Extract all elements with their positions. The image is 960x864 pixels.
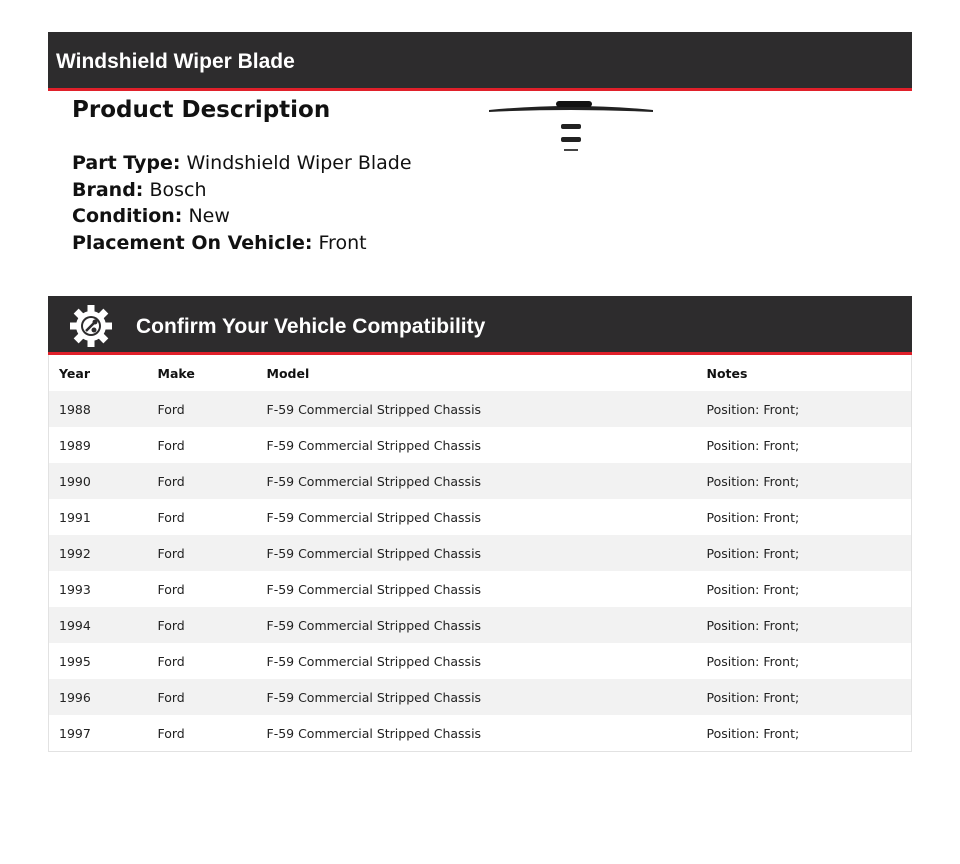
table-row xyxy=(49,679,912,715)
product-description-heading: Product Description xyxy=(72,97,331,123)
cell-make: Ford xyxy=(157,401,185,417)
compatibility-bar xyxy=(48,296,912,355)
cell-model: F-59 Commercial Stripped Chassis xyxy=(266,689,482,705)
cell-make: Ford xyxy=(157,473,185,489)
cell-make: Ford xyxy=(157,689,185,705)
table-row xyxy=(49,571,912,607)
cell-year: 1996 xyxy=(59,689,91,705)
cell-make: Ford xyxy=(157,509,185,525)
gear-wrench-icon xyxy=(70,305,112,347)
column-header-year: Year xyxy=(59,365,90,381)
spec-placement: Placement On Vehicle: Front xyxy=(72,231,367,254)
cell-notes: Position: Front; xyxy=(706,653,800,669)
wiper-blade-image xyxy=(486,96,656,156)
cell-notes: Position: Front; xyxy=(706,509,800,525)
table-row xyxy=(49,427,912,463)
cell-year: 1993 xyxy=(59,581,91,597)
compatibility-table xyxy=(48,355,912,752)
product-title: Windshield Wiper Blade xyxy=(56,50,295,73)
cell-notes: Position: Front; xyxy=(706,617,800,633)
cell-make: Ford xyxy=(157,725,185,741)
cell-make: Ford xyxy=(157,581,185,597)
table-header-row xyxy=(49,355,912,391)
table-row xyxy=(49,715,912,752)
cell-model: F-59 Commercial Stripped Chassis xyxy=(266,473,482,489)
cell-make: Ford xyxy=(157,653,185,669)
cell-model: F-59 Commercial Stripped Chassis xyxy=(266,545,482,561)
cell-model: F-59 Commercial Stripped Chassis xyxy=(266,401,482,417)
cell-model: F-59 Commercial Stripped Chassis xyxy=(266,653,482,669)
table-row xyxy=(49,391,912,427)
cell-notes: Position: Front; xyxy=(706,581,800,597)
spec-part-type: Part Type: Windshield Wiper Blade xyxy=(72,152,412,174)
column-header-model: Model xyxy=(266,365,310,381)
cell-model: F-59 Commercial Stripped Chassis xyxy=(266,509,482,525)
cell-year: 1994 xyxy=(59,617,91,633)
cell-year: 1991 xyxy=(59,509,91,525)
cell-model: F-59 Commercial Stripped Chassis xyxy=(266,617,482,633)
cell-model: F-59 Commercial Stripped Chassis xyxy=(266,437,482,453)
cell-model: F-59 Commercial Stripped Chassis xyxy=(266,581,482,597)
cell-notes: Position: Front; xyxy=(706,401,800,417)
cell-year: 1992 xyxy=(59,545,91,561)
cell-notes: Position: Front; xyxy=(706,725,800,741)
spec-list xyxy=(72,150,412,256)
cell-notes: Position: Front; xyxy=(706,473,800,489)
column-header-make: Make xyxy=(157,365,195,381)
compatibility-heading: Confirm Your Vehicle Compatibility xyxy=(136,315,486,338)
cell-model: F-59 Commercial Stripped Chassis xyxy=(266,725,482,741)
table-row xyxy=(49,463,912,499)
table-row xyxy=(49,607,912,643)
cell-year: 1997 xyxy=(59,725,91,741)
cell-year: 1990 xyxy=(59,473,91,489)
column-header-notes: Notes xyxy=(706,365,748,381)
cell-notes: Position: Front; xyxy=(706,545,800,561)
cell-year: 1989 xyxy=(59,437,91,453)
cell-notes: Position: Front; xyxy=(706,437,800,453)
table-row xyxy=(49,499,912,535)
table-row xyxy=(49,535,912,571)
spec-brand: Brand: Bosch xyxy=(72,178,207,201)
title-bar xyxy=(48,32,912,91)
spec-condition: Condition: New xyxy=(72,205,230,227)
table-row xyxy=(49,643,912,679)
cell-make: Ford xyxy=(157,545,185,561)
cell-make: Ford xyxy=(157,437,185,453)
cell-notes: Position: Front; xyxy=(706,689,800,705)
cell-year: 1995 xyxy=(59,653,91,669)
cell-make: Ford xyxy=(157,617,185,633)
cell-year: 1988 xyxy=(59,401,91,417)
